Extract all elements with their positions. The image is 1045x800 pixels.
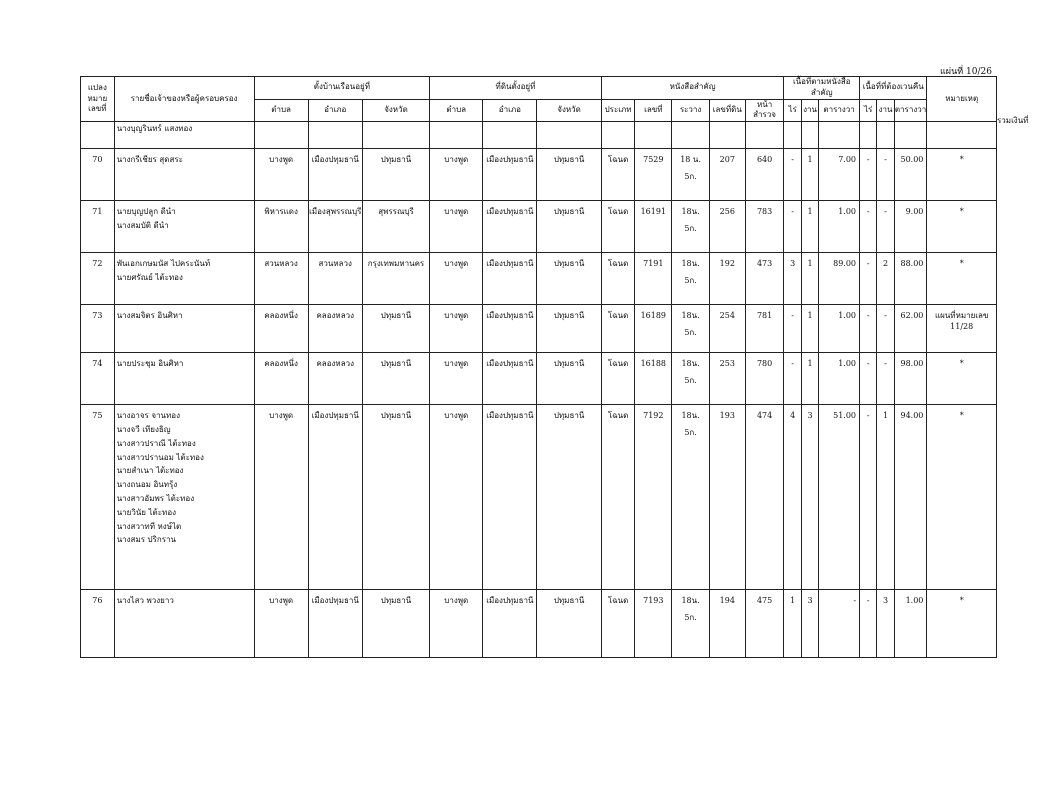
land-amphoe: เมืองปทุมธานี — [483, 149, 537, 201]
taken-area-rai: - — [860, 305, 877, 353]
sheet-cell — [672, 253, 710, 305]
doc-area-wa: 1.00 — [819, 201, 860, 253]
land-number: 192 — [709, 253, 745, 305]
header-area-doc-group: เนื้อที่ตามหนังสือสำคัญ — [784, 77, 860, 100]
doc-area-wa: 1.00 — [819, 305, 860, 353]
taken-area-ngan: 2 — [877, 253, 894, 305]
land-number: 207 — [709, 149, 745, 201]
parcel-number: 70 — [81, 149, 115, 201]
doc-number: 7529 — [635, 149, 672, 201]
taken-area-wa: 50.00 — [894, 149, 927, 201]
sheet-value: 5ก. — [684, 171, 697, 181]
sheet-value: 5ก. — [684, 375, 697, 385]
owner-name: นายสำเนา ไต้ะทอง — [116, 466, 184, 476]
address-province: ปทุมธานี — [362, 590, 429, 658]
land-tambon: บางพูด — [430, 405, 483, 590]
land-amphoe: เมืองปทุมธานี — [483, 353, 537, 405]
doc-type: โฉนด — [601, 253, 635, 305]
address-amphoe: เมืองปทุมธานี — [308, 149, 362, 201]
land-province: ปทุมธานี — [537, 305, 601, 353]
taken-area-wa: 94.00 — [894, 405, 927, 590]
remark-text: * — [959, 259, 964, 269]
header-land-tambon: ตำบล — [430, 99, 483, 122]
header-land-group: ที่ดินตั้งอยู่ที่ — [430, 77, 602, 100]
taken-area-wa: 1.00 — [894, 590, 927, 658]
doc-area-wa: 51.00 — [819, 405, 860, 590]
address-tambon: สวนหลวง — [254, 253, 308, 305]
owner-name: นางถนอม อินทรุ้ง — [116, 480, 178, 490]
land-expropriation-table — [80, 76, 997, 658]
sheet-value: 5ก. — [684, 427, 697, 437]
doc-number: 16189 — [635, 305, 672, 353]
owner-name: นายศรัณย์ ไต้ะทอง — [116, 272, 183, 282]
table-row — [81, 353, 997, 405]
taken-area-wa: 98.00 — [894, 353, 927, 405]
owner-name: นางสาวอัมพร ไต้ะทอง — [116, 493, 195, 503]
land-amphoe: เมืองปทุมธานี — [483, 405, 537, 590]
doc-area-wa: - — [819, 590, 860, 658]
address-amphoe: สวนหลวง — [308, 253, 362, 305]
address-province: ปทุมธานี — [362, 405, 429, 590]
owner-cell — [114, 353, 254, 405]
owner-cell — [114, 149, 254, 201]
taken-area-wa: 9.00 — [894, 201, 927, 253]
doc-area-ngan: 1 — [801, 201, 818, 253]
table-row — [81, 405, 997, 590]
table-row — [81, 253, 997, 305]
sheet-value: 18น. — [681, 596, 700, 606]
land-amphoe: เมืองปทุมธานี — [483, 253, 537, 305]
parcel-number: 72 — [81, 253, 115, 305]
header-land-amphoe: อำเภอ — [483, 99, 537, 122]
sheet-value: 18น. — [681, 259, 700, 269]
sheet-value: 18น. — [681, 359, 700, 369]
survey-page: 475 — [745, 590, 784, 658]
header-remark: หมายเหตุ — [927, 77, 997, 122]
remark-text: แผนที่หมายเลข — [934, 311, 989, 321]
header-doc-type: ประเภท — [601, 99, 635, 122]
doc-area-rai: - — [784, 305, 801, 353]
doc-type: โฉนด — [601, 201, 635, 253]
address-province: ปทุมธานี — [362, 305, 429, 353]
sheet-value: 5ก. — [684, 327, 697, 337]
header-document-group: หนังสือสำคัญ — [601, 77, 784, 100]
taken-area-rai: - — [860, 201, 877, 253]
owner-cell — [114, 405, 254, 590]
sheet-value: 5ก. — [684, 275, 697, 285]
remark-text: * — [959, 411, 964, 421]
remark-cell — [927, 201, 997, 253]
survey-page: 780 — [745, 353, 784, 405]
taken-area-ngan: - — [877, 201, 894, 253]
doc-type: โฉนด — [601, 590, 635, 658]
sheet-cell — [672, 149, 710, 201]
owner-name: นางกรีเชียร สุดสระ — [116, 155, 183, 165]
taken-area-wa: 62.00 — [894, 305, 927, 353]
sheet-cell — [672, 590, 710, 658]
header-tambon: ตำบล — [254, 99, 308, 122]
remark-text: 11/28 — [950, 321, 974, 331]
taken-area-rai: - — [860, 590, 877, 658]
owner-cell — [114, 253, 254, 305]
header-doc-wa: ตารางวา — [819, 99, 860, 122]
land-number: 193 — [709, 405, 745, 590]
owner-name: นางสมจิตร อินศิหา — [116, 311, 183, 321]
remark-cell — [927, 405, 997, 590]
survey-page: 781 — [745, 305, 784, 353]
land-amphoe: เมืองปทุมธานี — [483, 305, 537, 353]
land-tambon: บางพูด — [430, 201, 483, 253]
sheet-value: 18น. — [681, 207, 700, 217]
address-amphoe: เมืองปทุมธานี — [308, 590, 362, 658]
parcel-number: 75 — [81, 405, 115, 590]
parcel-number: 74 — [81, 353, 115, 405]
doc-type: โฉนด — [601, 305, 635, 353]
land-tambon: บางพูด — [430, 590, 483, 658]
land-number: 254 — [709, 305, 745, 353]
land-amphoe: เมืองปทุมธานี — [483, 201, 537, 253]
owner-name: นายบุญปลูก ดีนำ — [116, 207, 176, 217]
sheet-cell — [672, 405, 710, 590]
owner-name: พันเอกเกษมนัส ไปคระนันท์ — [116, 259, 211, 269]
address-province: กรุงเทพมหานคร — [362, 253, 429, 305]
table-row — [81, 590, 997, 658]
header-sheet: ระวาง — [672, 99, 710, 122]
sheet-cell — [672, 201, 710, 253]
doc-area-ngan: 3 — [801, 590, 818, 658]
owner-cell — [114, 201, 254, 253]
land-province: ปทุมธานี — [537, 590, 601, 658]
land-province: ปทุมธานี — [537, 149, 601, 201]
doc-area-wa: 1.00 — [819, 353, 860, 405]
doc-type: โฉนด — [601, 149, 635, 201]
table-row — [81, 305, 997, 353]
doc-area-rai: - — [784, 201, 801, 253]
header-survey-page: หน้าสำรวจ — [745, 99, 784, 122]
doc-area-rai: - — [784, 353, 801, 405]
address-tambon: บางพูด — [254, 149, 308, 201]
address-tambon: บางพูด — [254, 405, 308, 590]
doc-area-wa: 7.00 — [819, 149, 860, 201]
land-amphoe: เมืองปทุมธานี — [483, 590, 537, 658]
parcel-number: 76 — [81, 590, 115, 658]
taken-area-ngan: - — [877, 305, 894, 353]
owner-name: นางสาวปราณี ไต้ะทอง — [116, 438, 196, 448]
table-row — [81, 122, 997, 149]
owner-name: นางจวี เที่ยงธิญ — [116, 424, 171, 434]
sheet-value: 5ก. — [684, 223, 697, 233]
header-land-no: เลขที่ดิน — [709, 99, 745, 122]
header-address-group: ตั้งบ้านเรือนอยู่ที่ — [254, 77, 430, 100]
address-province: ปทุมธานี — [362, 149, 429, 201]
taken-area-rai: - — [860, 253, 877, 305]
doc-number: 16188 — [635, 353, 672, 405]
doc-number: 7192 — [635, 405, 672, 590]
land-number: 194 — [709, 590, 745, 658]
address-province: สุพรรณบุรี — [362, 201, 429, 253]
owner-name: นางสาวปรานอม ไต้ะทอง — [116, 452, 204, 462]
doc-area-ngan: 3 — [801, 405, 818, 590]
header-doc-rai: ไร่ — [784, 99, 801, 122]
sheet-value: 18น. — [681, 311, 700, 321]
remark-cell — [927, 253, 997, 305]
header-parcel: แปลง หมาย เลขที่ — [81, 77, 115, 122]
header-taken-rai: ไร่ — [860, 99, 877, 122]
sheet-cell — [672, 305, 710, 353]
address-amphoe: คลองหลวง — [308, 353, 362, 405]
side-note: รวมเงินที่ — [997, 116, 1029, 125]
owner-name: นางไสว พวงยาว — [116, 596, 174, 606]
header-area-taken-group: เนื้อที่ที่ต้องเวนคืน — [860, 77, 927, 100]
land-tambon: บางพูด — [430, 353, 483, 405]
owner-name: นางสมบัติ ดีนำ — [116, 220, 169, 230]
owner-cell — [114, 305, 254, 353]
land-tambon: บางพูด — [430, 305, 483, 353]
taken-area-wa: 88.00 — [894, 253, 927, 305]
doc-area-ngan: 1 — [801, 305, 818, 353]
taken-area-ngan: 3 — [877, 590, 894, 658]
address-province: ปทุมธานี — [362, 353, 429, 405]
owner-name: นางสมร ปริกราน — [116, 535, 177, 545]
taken-area-rai: - — [860, 353, 877, 405]
land-tambon: บางพูด — [430, 149, 483, 201]
header-amphoe: อำเภอ — [308, 99, 362, 122]
table-row — [81, 201, 997, 253]
land-tambon: บางพูด — [430, 253, 483, 305]
remark-cell — [927, 353, 997, 405]
survey-page: 783 — [745, 201, 784, 253]
land-province: ปทุมธานี — [537, 405, 601, 590]
land-province: ปทุมธานี — [537, 353, 601, 405]
owner-name: นายประชุม อินศิหา — [116, 359, 184, 369]
header-doc-no: เลขที่ — [635, 99, 672, 122]
taken-area-rai: - — [860, 149, 877, 201]
remark-cell — [927, 590, 997, 658]
owner-name: นางบุญรินทร์ แสงทอง — [116, 124, 193, 134]
survey-page: 473 — [745, 253, 784, 305]
header-doc-ngan: งาน — [801, 99, 818, 122]
taken-area-ngan: - — [877, 149, 894, 201]
remark-text: * — [959, 155, 964, 165]
address-amphoe: เมืองปทุมธานี — [308, 405, 362, 590]
doc-area-rai: 3 — [784, 253, 801, 305]
land-number: 253 — [709, 353, 745, 405]
doc-number: 16191 — [635, 201, 672, 253]
doc-area-rai: 1 — [784, 590, 801, 658]
remark-text: * — [959, 359, 964, 369]
table-row — [81, 149, 997, 201]
header-land-province: จังหวัด — [537, 99, 601, 122]
address-amphoe: คลองหลวง — [308, 305, 362, 353]
doc-area-ngan: 1 — [801, 253, 818, 305]
address-tambon: คลองหนึ่ง — [254, 305, 308, 353]
header-taken-ngan: งาน — [877, 99, 894, 122]
sheet-cell — [672, 353, 710, 405]
land-province: ปทุมธานี — [537, 253, 601, 305]
doc-area-ngan: 1 — [801, 353, 818, 405]
land-province: ปทุมธานี — [537, 201, 601, 253]
doc-area-rai: - — [784, 149, 801, 201]
doc-number: 7191 — [635, 253, 672, 305]
taken-area-ngan: - — [877, 353, 894, 405]
land-number: 256 — [709, 201, 745, 253]
taken-area-ngan: 1 — [877, 405, 894, 590]
doc-type: โฉนด — [601, 405, 635, 590]
survey-page: 640 — [745, 149, 784, 201]
taken-area-rai: - — [860, 405, 877, 590]
owner-name: นางอาจร จานทอง — [116, 411, 181, 421]
remark-text: * — [959, 207, 964, 217]
header-owner: รายชื่อเจ้าของหรือผู้ครอบครอง — [114, 77, 254, 122]
header-province: จังหวัด — [362, 99, 429, 122]
survey-page: 474 — [745, 405, 784, 590]
parcel-number: 71 — [81, 201, 115, 253]
address-tambon: บางพูด — [254, 590, 308, 658]
address-amphoe: เมืองสุพรรณบุรี — [308, 201, 362, 253]
owner-name: นายวินัย ไต้ะทอง — [116, 507, 177, 517]
remark-cell — [927, 305, 997, 353]
header-taken-wa: ตารางวา — [894, 99, 927, 122]
owner-name: นางสวาทที่ หงษ์ไต — [116, 521, 182, 531]
owner-cell — [114, 590, 254, 658]
sheet-value: 18น. — [681, 411, 700, 421]
page-number: แผ่นที่ 10/26 — [940, 67, 992, 77]
doc-area-ngan: 1 — [801, 149, 818, 201]
doc-number: 7193 — [635, 590, 672, 658]
remark-text: * — [959, 596, 964, 606]
sheet-value: 18 น. — [680, 155, 701, 165]
remark-cell — [927, 149, 997, 201]
parcel-number: 73 — [81, 305, 115, 353]
address-tambon: คลองหนึ่ง — [254, 353, 308, 405]
address-tambon: พิหารแดง — [254, 201, 308, 253]
sheet-value: 5ก. — [684, 612, 697, 622]
doc-type: โฉนด — [601, 353, 635, 405]
doc-area-wa: 89.00 — [819, 253, 860, 305]
doc-area-rai: 4 — [784, 405, 801, 590]
